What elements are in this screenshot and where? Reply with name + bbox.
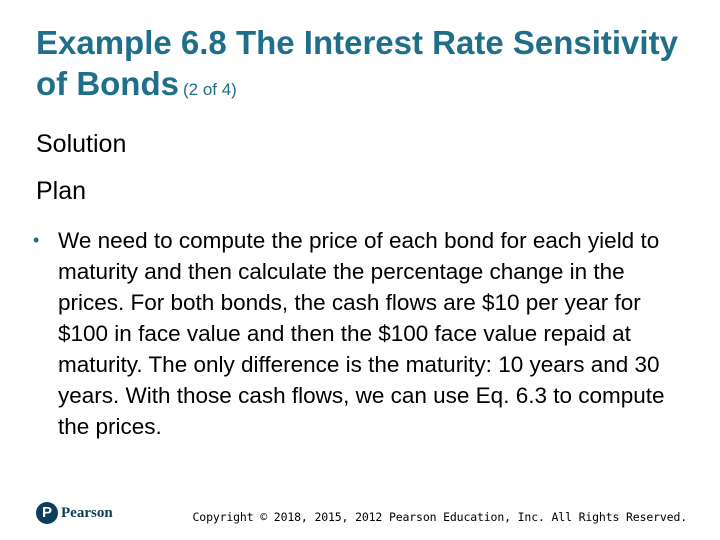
slide-title-suffix: (2 of 4) [182,80,237,99]
bullet-dot-icon: • [33,230,40,250]
pearson-logo-text: Pearson [61,504,113,521]
bullet-list [33,225,686,442]
heading-solution: Solution [36,130,127,158]
bullet-text: We need to compute the price of each bond for each yield to maturity and then calculate the percentage change in the prices. For both bonds, the cash flows are $10 per year for $100 in face value and then the $100 face value repaid at maturity. The only difference is the maturity: 10 years and 30 years. With those cash flows, we can use Eq. 6.3 to compute the prices. [58,228,665,439]
slide-title [36,22,696,110]
bullet-item [33,225,686,442]
pearson-logo-icon: P [36,502,58,524]
heading-plan: Plan [36,177,87,205]
footer-copyright: Copyright © 2018, 2015, 2012 Pearson Education, Inc. All Rights Reserved. [192,510,687,524]
pearson-logo [36,500,113,526]
slide-title-main: Example 6.8 The Interest Rate Sensitivity of Bonds [36,24,678,102]
